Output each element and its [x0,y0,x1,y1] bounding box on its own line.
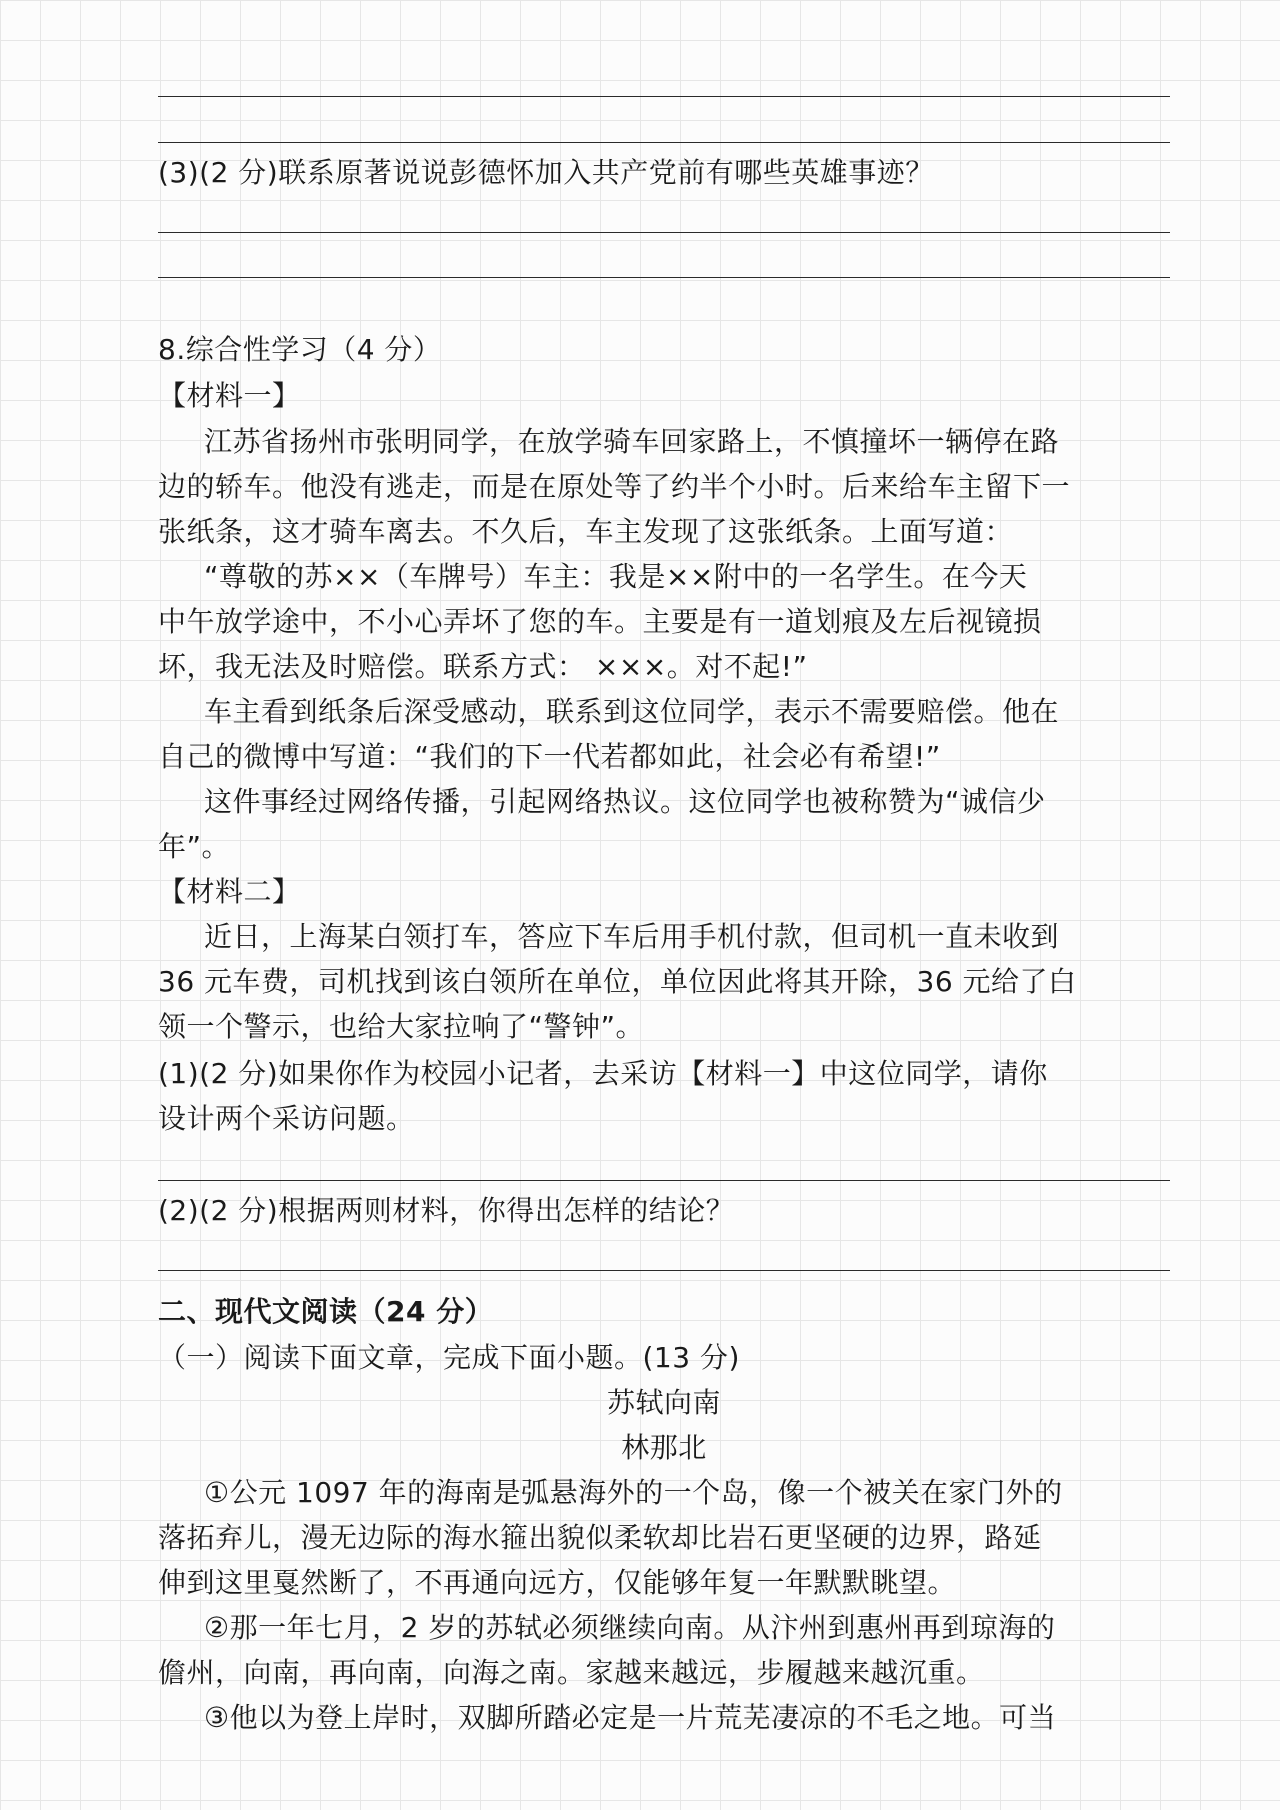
question-8-part-1: (1)(2 分)如果你作为校园小记者，去采访【材料一】中这位同学，请你 [158,1057,1048,1090]
material-1-line: 坏，我无法及时赔偿。联系方式： ×××。对不起!” [158,650,808,683]
article-line: ②那一年七月，2 岁的苏轼必须继续向南。从汴州到惠州再到琼海的 [204,1611,1056,1644]
article-line: 儋州，向南，再向南，向海之南。家越来越远，步履越来越沉重。 [158,1656,985,1689]
material-1-title: 【材料一】 [158,379,301,412]
question-7-part-3: (3)(2 分)联系原著说说彭德怀加入共产党前有哪些英雄事迹？ [158,156,934,189]
question-8-heading: 8.综合性学习（4 分） [158,333,442,366]
material-2-line: 领一个警示，也给大家拉响了“警钟”。 [158,1010,645,1043]
article-author: 林那北 [621,1431,707,1464]
exam-page [158,0,1170,1810]
question-8-part-2: (2)(2 分)根据两则材料，你得出怎样的结论？ [158,1194,735,1227]
material-2-title: 【材料二】 [158,875,301,908]
answer-line [158,1270,1170,1271]
material-2-line: 近日，上海某白领打车，答应下车后用手机付款，但司机一直未收到 [204,920,1060,953]
question-8-part-1: 设计两个采访问题。 [158,1102,415,1135]
article-line: 落拓弃儿，漫无边际的海水箍出貌似柔软却比岩石更坚硬的边界，路延 [158,1521,1042,1554]
material-2-line: 36 元车费，司机找到该白领所在单位，单位因此将其开除，36 元给了白 [158,965,1077,998]
section-2-subheading: （一）阅读下面文章，完成下面小题。(13 分) [158,1341,740,1374]
material-1-line: 中午放学途中，不小心弄坏了您的车。主要是有一道划痕及左后视镜损 [158,605,1042,638]
material-1-line: 自己的微博中写道：“我们的下一代若都如此，社会必有希望!” [158,740,941,773]
material-1-line: “尊敬的苏××（车牌号）车主：我是××附中的一名学生。在今天 [204,560,1028,593]
material-1-line: 江苏省扬州市张明同学，在放学骑车回家路上，不慎撞坏一辆停在路 [204,425,1060,458]
section-2-heading: 二、现代文阅读（24 分） [158,1295,494,1328]
answer-line [158,232,1170,233]
material-1-line: 年”。 [158,830,231,863]
answer-line [158,142,1170,143]
answer-line [158,277,1170,278]
material-1-line: 边的轿车。他没有逃走，而是在原处等了约半个小时。后来给车主留下一 [158,470,1071,503]
answer-line [158,96,1170,97]
answer-line [158,1180,1170,1181]
material-1-line: 张纸条，这才骑车离去。不久后，车主发现了这张纸条。上面写道： [158,515,1014,548]
material-1-line: 这件事经过网络传播，引起网络热议。这位同学也被称赞为“诚信少 [204,785,1046,818]
article-line: 伸到这里戛然断了，不再通向远方，仅能够年复一年默默眺望。 [158,1566,957,1599]
article-line: ①公元 1097 年的海南是弧悬海外的一个岛，像一个被关在家门外的 [204,1476,1063,1509]
article-title: 苏轼向南 [606,1386,721,1419]
material-1-line: 车主看到纸条后深受感动，联系到这位同学，表示不需要赔偿。他在 [204,695,1060,728]
article-line: ③他以为登上岸时，双脚所踏必定是一片荒芜凄凉的不毛之地。可当 [204,1701,1057,1734]
